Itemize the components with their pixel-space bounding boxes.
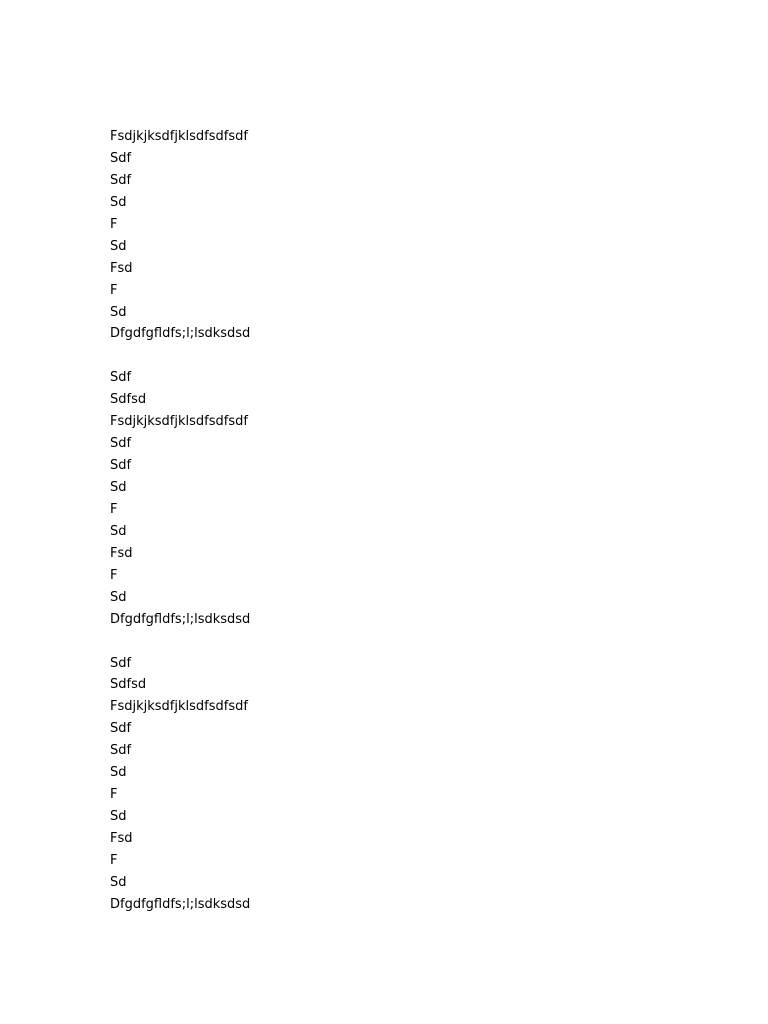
text-line: Dfgdfgfldfs;l;lsdksdsd	[110, 326, 251, 342]
text-line: Sdf	[110, 721, 132, 737]
text-line: Dfgdfgfldfs;l;lsdksdsd	[110, 611, 251, 627]
text-line: Fsdjkjksdfjklsdfsdfsdf	[110, 414, 248, 430]
text-line: Sd	[110, 523, 127, 539]
text-line: F	[110, 787, 118, 803]
text-line: Fsdjkjksdfjklsdfsdfsdf	[110, 129, 248, 144]
paragraph-1	[110, 126, 710, 345]
text-line: Sdf	[110, 655, 132, 671]
blank-line	[110, 631, 710, 653]
text-line: Sdf	[110, 458, 132, 474]
text-line: F	[110, 567, 118, 583]
text-line: Sdf	[110, 370, 132, 386]
paragraph-3	[110, 653, 710, 916]
text-line: Sd	[110, 589, 127, 605]
text-line: Sdf	[110, 743, 132, 759]
text-line: Sdf	[110, 150, 132, 166]
blank-line	[110, 345, 710, 367]
text-line: Sd	[110, 480, 127, 495]
text-line: Sdf	[110, 436, 132, 452]
document-body[interactable]	[110, 126, 710, 916]
text-line: Dfgdfgfldfs;l;lsdksdsd	[110, 896, 251, 912]
text-line: Fsd	[110, 260, 133, 276]
text-line: Sdfsd	[110, 677, 147, 693]
text-line: Sd	[110, 194, 127, 210]
text-line: Fsd	[110, 831, 133, 846]
text-line: F	[110, 852, 118, 868]
text-line: Sd	[110, 809, 127, 825]
text-line: Fsdjkjksdfjklsdfsdfsdf	[110, 699, 248, 715]
text-line: Sdf	[110, 172, 132, 188]
text-line: F	[110, 216, 118, 232]
text-line: Sdfsd	[110, 392, 147, 408]
text-line: Sd	[110, 874, 127, 890]
paragraph-2	[110, 367, 710, 630]
text-line: Sd	[110, 765, 127, 781]
text-line: Sd	[110, 304, 127, 320]
text-line: F	[110, 282, 118, 298]
text-line: F	[110, 501, 118, 517]
text-line: Sd	[110, 238, 127, 254]
text-line: Fsd	[110, 545, 133, 561]
